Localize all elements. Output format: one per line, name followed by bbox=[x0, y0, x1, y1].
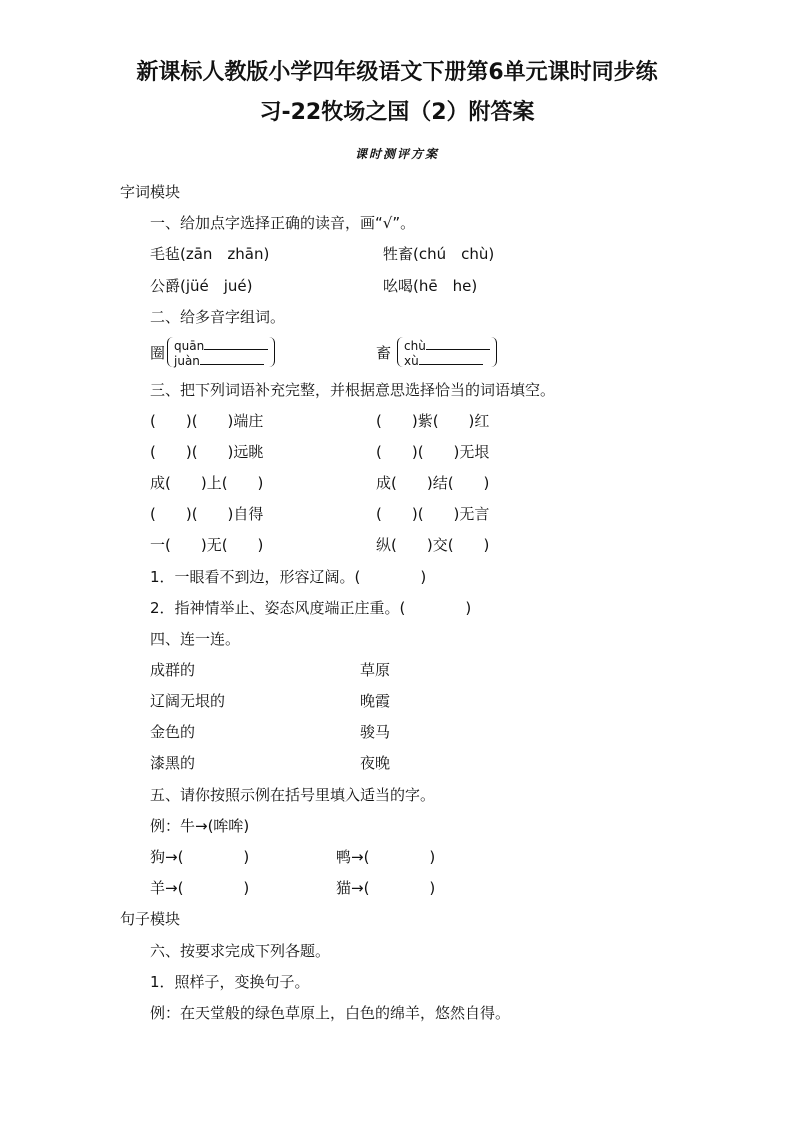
q3-item: ( )紫( )红 bbox=[376, 412, 490, 430]
q6-example: 例：在天堂般的绿色草原上，白色的绵羊，悠然自得。 bbox=[150, 1004, 511, 1022]
match-right-item[interactable]: 骏马 bbox=[360, 723, 391, 741]
answer-blank[interactable] bbox=[419, 353, 483, 365]
q1-item: 牲畜(chú chù) bbox=[383, 245, 495, 263]
q5-item: 羊→( ) bbox=[150, 879, 250, 897]
match-left-item[interactable]: 辽阔无垠的 bbox=[150, 692, 226, 710]
q1-heading: 一、给加点字选择正确的读音，画“√”。 bbox=[150, 214, 416, 232]
q3-item: ( )( )无言 bbox=[376, 505, 490, 523]
q1-item: 公爵(jüé jué) bbox=[150, 277, 253, 295]
polyphone-reading: xù bbox=[404, 354, 419, 368]
answer-blank[interactable] bbox=[204, 338, 268, 350]
q3-item: 一( )无( ) bbox=[150, 536, 264, 554]
polyphone-char: 圈 bbox=[150, 344, 166, 362]
q5-item: 猫→( ) bbox=[336, 879, 436, 897]
q6-heading: 六、按要求完成下列各题。 bbox=[150, 942, 331, 960]
match-right-item[interactable]: 草原 bbox=[360, 661, 391, 679]
answer-blank[interactable] bbox=[200, 353, 264, 365]
q3-item: ( )( )自得 bbox=[150, 505, 264, 523]
q1-item: 吆喝(hē he) bbox=[383, 277, 478, 295]
brace-right bbox=[268, 337, 275, 367]
q1-item: 毛毡(zān zhān) bbox=[150, 245, 270, 263]
polyphone-reading-row bbox=[174, 353, 264, 368]
q5-item: 鸭→( ) bbox=[336, 848, 436, 866]
polyphone-reading: chù bbox=[404, 339, 426, 353]
polyphone-reading-row bbox=[174, 338, 268, 353]
polyphone-reading: quān bbox=[174, 339, 205, 353]
brace-right bbox=[490, 337, 497, 367]
q6-subquestion: 1．照样子，变换句子。 bbox=[150, 973, 310, 991]
polyphone-char: 畜 bbox=[376, 344, 392, 362]
q3-item: ( )( )端庄 bbox=[150, 412, 264, 430]
q5-heading: 五、请你按照示例在括号里填入适当的字。 bbox=[150, 786, 436, 804]
q2-heading: 二、给多音字组词。 bbox=[150, 308, 286, 326]
subtitle: 课时测评方案 bbox=[354, 147, 439, 161]
match-right-item[interactable]: 夜晚 bbox=[360, 754, 391, 772]
brace-left bbox=[397, 337, 404, 367]
q5-example: 例：牛→(哞哞) bbox=[150, 817, 250, 835]
q3-subquestion: 1．一眼看不到边，形容辽阔。( ) bbox=[150, 568, 427, 586]
q4-heading: 四、连一连。 bbox=[150, 630, 241, 648]
title-line-2: 习-22牧场之国（2）附答案 bbox=[259, 100, 535, 125]
q3-item: ( )( )远眺 bbox=[150, 443, 264, 461]
q5-item: 狗→( ) bbox=[150, 848, 250, 866]
polyphone-reading: juàn bbox=[174, 354, 200, 368]
match-left-item[interactable]: 成群的 bbox=[150, 661, 196, 679]
polyphone-reading-row bbox=[404, 353, 483, 368]
q3-item: 成( )上( ) bbox=[150, 474, 264, 492]
q3-item: ( )( )无垠 bbox=[376, 443, 490, 461]
answer-blank[interactable] bbox=[426, 338, 490, 350]
title-line-1: 新课标人教版小学四年级语文下册第6单元课时同步练 bbox=[136, 60, 658, 85]
polyphone-reading-row bbox=[404, 338, 490, 353]
polyphone-group bbox=[150, 337, 280, 369]
match-left-item[interactable]: 金色的 bbox=[150, 723, 196, 741]
brace-left bbox=[167, 337, 174, 367]
section-sentences: 句子模块 bbox=[120, 910, 181, 928]
q3-subquestion: 2．指神情举止、姿态风度端正庄重。( ) bbox=[150, 599, 472, 617]
q3-heading: 三、把下列词语补充完整，并根据意思选择恰当的词语填空。 bbox=[150, 381, 556, 399]
q3-item: 纵( )交( ) bbox=[376, 536, 490, 554]
polyphone-group bbox=[376, 337, 506, 369]
q3-item: 成( )结( ) bbox=[376, 474, 490, 492]
match-left-item[interactable]: 漆黑的 bbox=[150, 754, 196, 772]
match-right-item[interactable]: 晚霞 bbox=[360, 692, 391, 710]
section-words: 字词模块 bbox=[120, 183, 181, 201]
